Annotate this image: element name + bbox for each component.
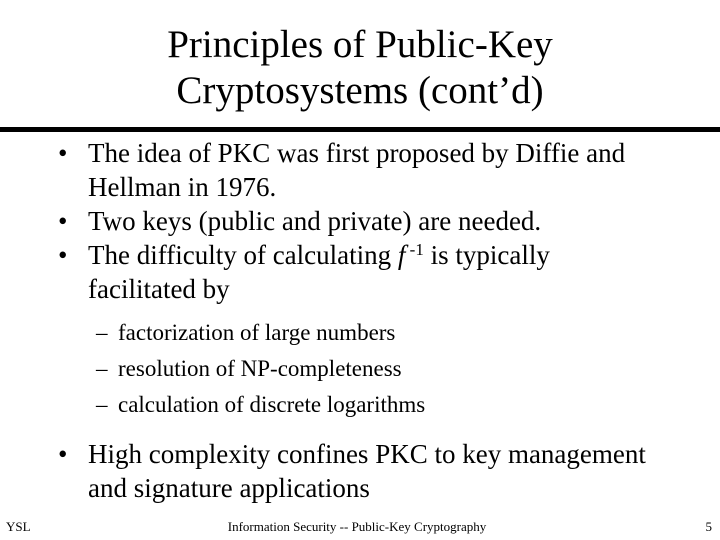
dash-marker: – <box>96 392 108 417</box>
bullet-item-two-keys <box>0 204 648 238</box>
bullet-list <box>0 136 720 505</box>
bullet-text: Two keys (public and private) are needed. <box>88 206 542 236</box>
bullet-marker: • <box>58 206 68 236</box>
sub-bullet-discrete-log <box>0 387 720 423</box>
bullet-text: The idea of PKC was first proposed by Diffie and Hellman in 1976. <box>88 138 626 202</box>
bullet-text: High complexity confines PKC to key management and signature applications <box>88 439 646 503</box>
sub-bullet-text: resolution of NP-completeness <box>118 356 402 381</box>
bullet-marker: • <box>58 439 68 469</box>
dash-marker: – <box>96 320 108 345</box>
slide-title-line-2: Cryptosystems (cont’d) <box>176 69 544 112</box>
bullet-item-pkc-origin <box>0 136 648 204</box>
slide-title <box>0 22 720 114</box>
sub-bullet-text: calculation of discrete logarithms <box>118 392 426 417</box>
title-divider <box>0 127 720 132</box>
function-symbol: f <box>397 240 406 270</box>
sub-bullet-factorization <box>0 315 720 351</box>
slide-title-line-1: Principles of Public-Key <box>167 23 553 66</box>
inverse-superscript: -1 <box>405 240 424 259</box>
sub-bullet-list <box>0 315 720 423</box>
footer-author: YSL <box>6 519 31 534</box>
page-number: 5 <box>705 519 712 534</box>
bullet-text-pre: The difficulty of calculating <box>88 240 398 270</box>
footer-course-title: Information Security -- Public-Key Cryptography <box>227 519 487 534</box>
bullet-text-post: is typically facilitated by <box>88 240 550 304</box>
sub-bullet-np-completeness <box>0 351 720 387</box>
bullet-marker: • <box>58 240 68 270</box>
bullet-marker: • <box>58 138 68 168</box>
bullet-item-high-complexity <box>0 437 648 505</box>
bullet-item-difficulty <box>0 238 648 306</box>
dash-marker: – <box>96 356 108 381</box>
sub-bullet-text: factorization of large numbers <box>118 320 396 345</box>
